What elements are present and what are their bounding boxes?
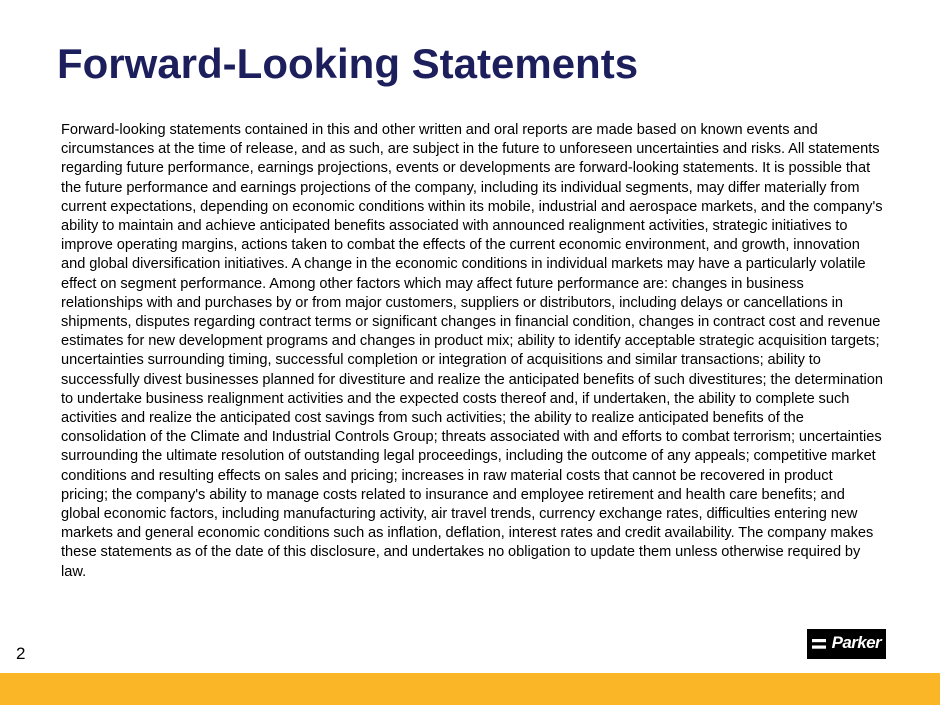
parker-logo <box>807 629 886 659</box>
forward-looking-statement-text: Forward-looking statements contained in this and other written and oral reports are made based on known events and circumstances at the time of release, and as such, are subject in the future to unforeseen uncertainties and risks. All statements regarding future performance, earnings projections, events or developments are forward-looking statements. It is possible that the future performance and earnings projections of the company, including its individual segments, may differ materially from current expectations, depending on economic conditions within its mobile, industrial and aerospace markets, and the company's ability to maintain and achieve anticipated benefits associated with announced realignment activities, strategic initiatives to improve operating margins, actions taken to combat the effects of the current economic environment, and growth, innovation and global diversification initiatives. A change in the economic conditions in individual markets may have a particularly volatile effect on segment performance. Among other factors which may affect future performance are: changes in business relationships with and purchases by or from major customers, suppliers or distributors, including delays or cancellations in shipments, disputes regarding contract terms or significant changes in financial condition, changes in contract cost and revenue estimates for new development programs and changes in product mix; ability to identify acceptable strategic acquisition targets; uncertainties surrounding timing, successful completion or integration of acquisitions and similar transactions; ability to successfully divest businesses planned for divestiture and realize the anticipated benefits of such divestitures; the determination to undertake business realignment activities and the expected costs thereof and, if undertaken, the ability to complete such activities and realize the anticipated cost savings from such activities; the ability to realize anticipated benefits of the consolidation of the Climate and Industrial Controls Group; threats associated with and efforts to combat terrorism; uncertainties surrounding the ultimate resolution of outstanding legal proceedings, including the outcome of any appeals; competitive market conditions and resulting effects on sales and pricing; increases in raw material costs that cannot be recovered in product pricing; the company's ability to manage costs related to insurance and employee retirement and health care benefits; and global economic factors, including manufacturing activity, air travel trends, currency exchange rates, difficulties entering new markets and general economic conditions such as inflation, deflation, interest rates and credit availability. The company makes these statements as of the date of this disclosure, and undertakes no obligation to update them unless otherwise required by law. <box>61 122 884 580</box>
accent-footer-bar <box>0 673 940 705</box>
slide-title: Forward-Looking Statements <box>57 40 639 87</box>
page-number: 2 <box>16 644 26 663</box>
parker-logo-text: Parker <box>831 633 881 652</box>
